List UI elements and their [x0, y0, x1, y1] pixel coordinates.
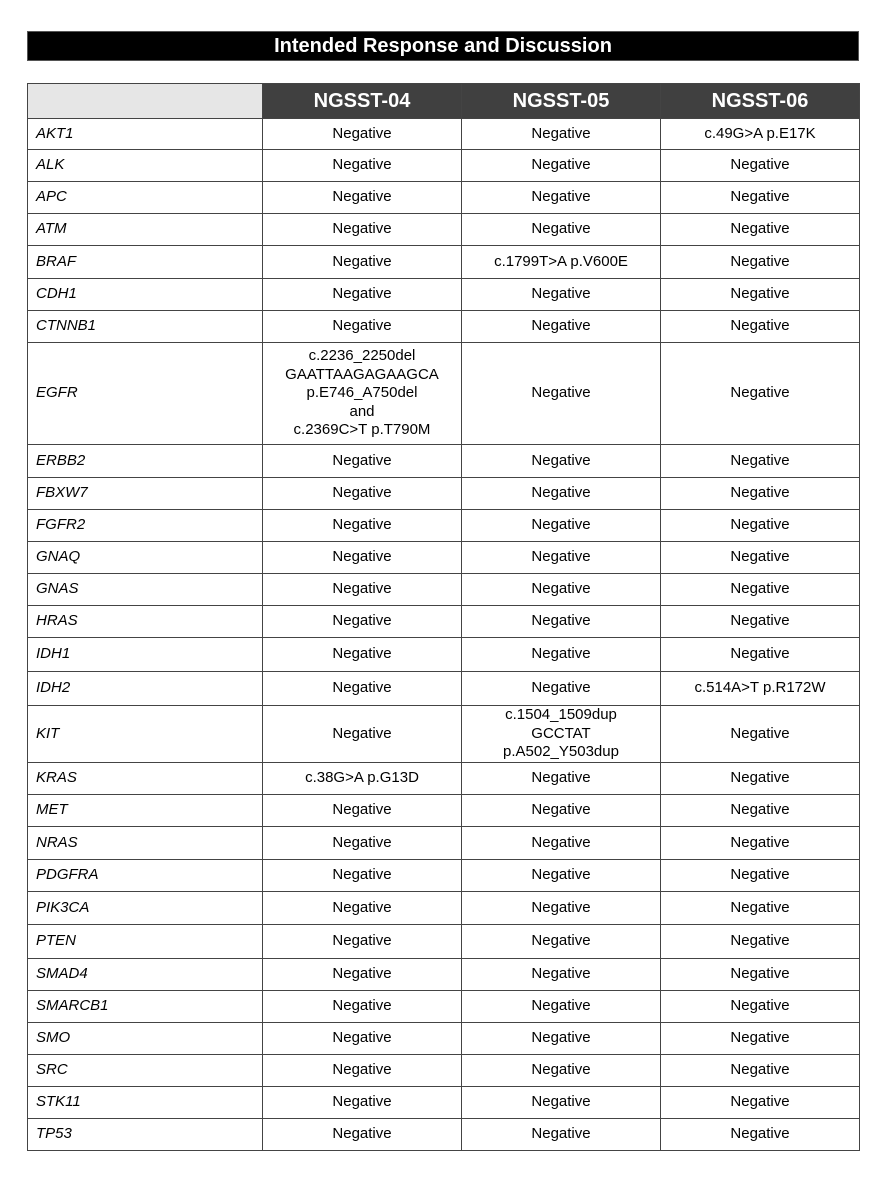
- gene-name-cell: SMARCB1: [28, 991, 263, 1023]
- gene-name-cell: KIT: [28, 706, 263, 763]
- result-cell: Negative: [661, 706, 860, 763]
- result-cell: Negative: [263, 672, 462, 706]
- result-cell: Negative: [462, 343, 661, 445]
- result-cell: Negative: [462, 763, 661, 795]
- result-cell: Negative: [263, 892, 462, 925]
- result-cell: Negative: [661, 279, 860, 311]
- gene-name-cell: ERBB2: [28, 445, 263, 478]
- result-cell: Negative: [462, 542, 661, 574]
- result-cell: Negative: [263, 478, 462, 510]
- table-row: [28, 860, 860, 892]
- result-cell: Negative: [263, 510, 462, 542]
- gene-name-cell: FBXW7: [28, 478, 263, 510]
- result-cell: Negative: [462, 1023, 661, 1055]
- result-cell: Negative: [661, 445, 860, 478]
- table-row: [28, 706, 860, 763]
- gene-name-cell: IDH1: [28, 638, 263, 672]
- result-cell: Negative: [661, 925, 860, 959]
- table-row: [28, 1055, 860, 1087]
- result-cell: Negative: [462, 311, 661, 343]
- result-cell: Negative: [661, 574, 860, 606]
- result-cell: Negative: [462, 959, 661, 991]
- gene-name-cell: NRAS: [28, 827, 263, 860]
- result-cell: Negative: [661, 343, 860, 445]
- result-cell: Negative: [462, 574, 661, 606]
- result-cell: Negative: [462, 892, 661, 925]
- table-row: [28, 892, 860, 925]
- result-cell: Negative: [661, 860, 860, 892]
- result-cell: [263, 343, 462, 445]
- table-row: [28, 672, 860, 706]
- result-cell: Negative: [462, 827, 661, 860]
- result-cell: Negative: [263, 311, 462, 343]
- result-cell: Negative: [661, 182, 860, 214]
- gene-name-cell: IDH2: [28, 672, 263, 706]
- gene-name-cell: GNAQ: [28, 542, 263, 574]
- result-cell: Negative: [263, 1119, 462, 1151]
- table-row: [28, 1023, 860, 1055]
- table-row: [28, 925, 860, 959]
- result-cell: Negative: [661, 1087, 860, 1119]
- result-cell: Negative: [462, 1119, 661, 1151]
- result-cell: Negative: [263, 1087, 462, 1119]
- table-row: [28, 959, 860, 991]
- result-cell: Negative: [462, 991, 661, 1023]
- table-row: [28, 574, 860, 606]
- table-row: [28, 1119, 860, 1151]
- gene-name-cell: CDH1: [28, 279, 263, 311]
- result-cell: Negative: [661, 606, 860, 638]
- result-line: c.1504_1509dup: [505, 706, 617, 724]
- result-cell: Negative: [263, 860, 462, 892]
- result-cell: Negative: [661, 959, 860, 991]
- result-cell: Negative: [462, 445, 661, 478]
- gene-name-cell: ALK: [28, 150, 263, 182]
- gene-name-cell: STK11: [28, 1087, 263, 1119]
- gene-name-cell: ATM: [28, 214, 263, 246]
- gene-name-cell: BRAF: [28, 246, 263, 279]
- result-cell: Negative: [661, 214, 860, 246]
- result-cell: Negative: [661, 246, 860, 279]
- result-cell: Negative: [462, 1055, 661, 1087]
- table-row: [28, 795, 860, 827]
- header-ngsst-04: NGSST-04: [263, 84, 462, 119]
- table-row: [28, 991, 860, 1023]
- result-line: p.E746_A750del: [306, 384, 418, 402]
- result-cell: Negative: [462, 182, 661, 214]
- result-cell: [462, 706, 661, 763]
- result-cell: Negative: [263, 574, 462, 606]
- gene-name-cell: PDGFRA: [28, 860, 263, 892]
- gene-name-cell: SRC: [28, 1055, 263, 1087]
- result-cell: Negative: [462, 606, 661, 638]
- result-cell: Negative: [661, 311, 860, 343]
- result-cell: Negative: [263, 706, 462, 763]
- result-cell: Negative: [263, 246, 462, 279]
- header-ngsst-05: NGSST-05: [462, 84, 661, 119]
- result-cell: Negative: [263, 606, 462, 638]
- result-cell: Negative: [462, 795, 661, 827]
- gene-name-cell: SMO: [28, 1023, 263, 1055]
- result-cell: Negative: [462, 119, 661, 150]
- result-cell: Negative: [263, 182, 462, 214]
- table-row: [28, 119, 860, 150]
- gene-name-cell: APC: [28, 182, 263, 214]
- result-cell: Negative: [263, 795, 462, 827]
- gene-name-cell: KRAS: [28, 763, 263, 795]
- result-cell: Negative: [661, 1055, 860, 1087]
- page-title: Intended Response and Discussion: [27, 31, 859, 61]
- result-cell: Negative: [263, 991, 462, 1023]
- gene-name-cell: TP53: [28, 1119, 263, 1151]
- result-cell: Negative: [263, 119, 462, 150]
- table-row: [28, 445, 860, 478]
- header-ngsst-06: NGSST-06: [661, 84, 860, 119]
- result-cell: Negative: [263, 1023, 462, 1055]
- table-row: [28, 1087, 860, 1119]
- table-row: [28, 606, 860, 638]
- result-cell: Negative: [661, 638, 860, 672]
- result-cell: Negative: [263, 638, 462, 672]
- table-row: [28, 343, 860, 445]
- result-cell: Negative: [462, 1087, 661, 1119]
- result-cell: c.514A>T p.R172W: [661, 672, 860, 706]
- result-line: GCCTAT: [531, 724, 591, 742]
- table-row: [28, 311, 860, 343]
- gene-name-cell: MET: [28, 795, 263, 827]
- result-cell: Negative: [661, 478, 860, 510]
- gene-name-cell: GNAS: [28, 574, 263, 606]
- gene-name-cell: PTEN: [28, 925, 263, 959]
- gene-name-cell: AKT1: [28, 119, 263, 150]
- table-row: [28, 542, 860, 574]
- gene-name-cell: CTNNB1: [28, 311, 263, 343]
- result-cell: Negative: [661, 510, 860, 542]
- result-cell: Negative: [462, 860, 661, 892]
- result-cell: Negative: [462, 510, 661, 542]
- result-cell: Negative: [263, 150, 462, 182]
- result-cell: Negative: [462, 638, 661, 672]
- result-cell: Negative: [263, 279, 462, 311]
- gene-name-cell: HRAS: [28, 606, 263, 638]
- result-cell: c.38G>A p.G13D: [263, 763, 462, 795]
- result-cell: Negative: [661, 1119, 860, 1151]
- result-cell: Negative: [661, 542, 860, 574]
- result-cell: Negative: [462, 279, 661, 311]
- table-header-row: [28, 84, 860, 119]
- result-cell: Negative: [263, 1055, 462, 1087]
- result-cell: c.1799T>A p.V600E: [462, 246, 661, 279]
- result-cell: Negative: [263, 214, 462, 246]
- header-corner-cell: [28, 84, 263, 119]
- table-row: [28, 279, 860, 311]
- result-cell: Negative: [263, 925, 462, 959]
- gene-name-cell: EGFR: [28, 343, 263, 445]
- gene-name-cell: PIK3CA: [28, 892, 263, 925]
- result-line: c.2369C>T p.T790M: [293, 421, 431, 439]
- result-cell: Negative: [462, 214, 661, 246]
- result-line: and: [349, 402, 375, 420]
- result-cell: Negative: [263, 445, 462, 478]
- result-cell: Negative: [661, 1023, 860, 1055]
- gene-name-cell: SMAD4: [28, 959, 263, 991]
- result-cell: Negative: [661, 763, 860, 795]
- result-cell: Negative: [263, 827, 462, 860]
- table-row: [28, 763, 860, 795]
- result-cell: Negative: [462, 925, 661, 959]
- table-row: [28, 150, 860, 182]
- result-cell: Negative: [263, 959, 462, 991]
- result-cell: Negative: [661, 150, 860, 182]
- result-cell: Negative: [263, 542, 462, 574]
- result-cell: c.49G>A p.E17K: [661, 119, 860, 150]
- result-cell: Negative: [462, 672, 661, 706]
- result-cell: Negative: [661, 795, 860, 827]
- result-line: p.A502_Y503dup: [503, 743, 619, 761]
- result-cell: Negative: [661, 827, 860, 860]
- gene-name-cell: FGFR2: [28, 510, 263, 542]
- result-cell: Negative: [661, 991, 860, 1023]
- table-row: [28, 214, 860, 246]
- table-row: [28, 182, 860, 214]
- result-line: c.2236_2250del: [308, 347, 416, 365]
- results-table: [27, 83, 860, 1151]
- table-row: [28, 638, 860, 672]
- table-row: [28, 827, 860, 860]
- table-row: [28, 478, 860, 510]
- table-row: [28, 510, 860, 542]
- result-line: GAATTAAGAGAAGCA: [285, 365, 439, 383]
- result-cell: Negative: [462, 478, 661, 510]
- result-cell: Negative: [462, 150, 661, 182]
- result-cell: Negative: [661, 892, 860, 925]
- table-row: [28, 246, 860, 279]
